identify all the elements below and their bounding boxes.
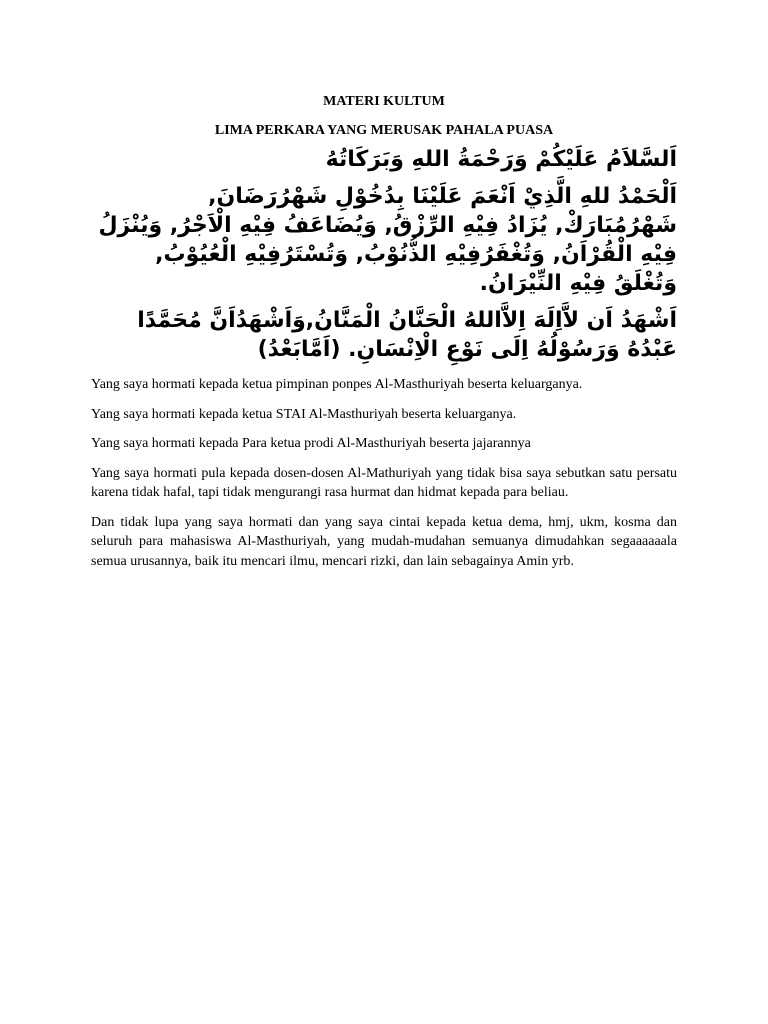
greeting-paragraph: Yang saya hormati kepada ketua STAI Al-Masthuriyah beserta keluarganya. [91, 406, 517, 422]
arabic-hamdalah: اَلْحَمْدُ للهِ الَّذِيْ اَنْعَمَ عَلَيْنَا بِدُخُوْلِ شَهْرُرَضَانَ, شَهْرُمُبَارَكْ, يُزَادُ فِيْهِ الرِّزْقُ, وَيُضَاعَفُ فِيْهِ الْاَجْرُ, وَيُنْزَلُ فِيْهِ الْقُرْاَنُ, وَتُغْفَرُفِيْهِ الذُّنُوْبُ, وَتُسْتَرُفِيْهِ الْعُيُوْبُ, وَتُغْلَقُ فِيْهِ النِّيْرَانُ. [98, 184, 677, 296]
greeting-paragraph: Yang saya hormati kepada ketua pimpinan ponpes Al-Masthuriyah beserta keluarganya. [91, 377, 583, 392]
document-title: MATERI KULTUM [323, 94, 445, 109]
document-page [91, 92, 677, 571]
document-subtitle: LIMA PERKARA YANG MERUSAK PAHALA PUASA [214, 123, 554, 138]
greeting-paragraph: Dan tidak lupa yang saya hormati dan yang saya cintai kepada ketua dema, hmj, ukm, kosma dan seluruh para mahasiswa Al-Masthuriyah, yang mudah-mudahan semuanya dimudahkan segaaaaaala semua urusannya, baik itu mencari ilmu, mencari rizki, dan lain sebagainya Amin yrb. [91, 514, 677, 569]
greeting-paragraph: Yang saya hormati pula kepada dosen-dosen Al-Mathuriyah yang tidak bisa saya sebutkan satu persatu karena tidak hafal, tapi tidak mengurangi rasa hurmat dan hidmat kepada para beliau. [91, 465, 677, 500]
arabic-syahadat: اَشْهَدُ اَن لاَّاِلَهَ اِلاَّاللهُ الْحَنَّانُ الْمَنَّانُ,وَاَشْهَدُاَنَّ مُحَمَّدًا عَبْدُهُ وَرَسُوْلُهُ اِلَى نَوْعِ الْاِنْسَانِ. (اَمَّابَعْدُ) [137, 308, 677, 362]
greeting-paragraph: Yang saya hormati kepada Para ketua prodi Al-Masthuriyah beserta jajarannya [91, 436, 531, 451]
arabic-salam: اَلسَّلاَمُ عَلَيْكُمْ وَرَحْمَةُ اللهِ وَبَرَكَاتُهُ [325, 147, 677, 172]
